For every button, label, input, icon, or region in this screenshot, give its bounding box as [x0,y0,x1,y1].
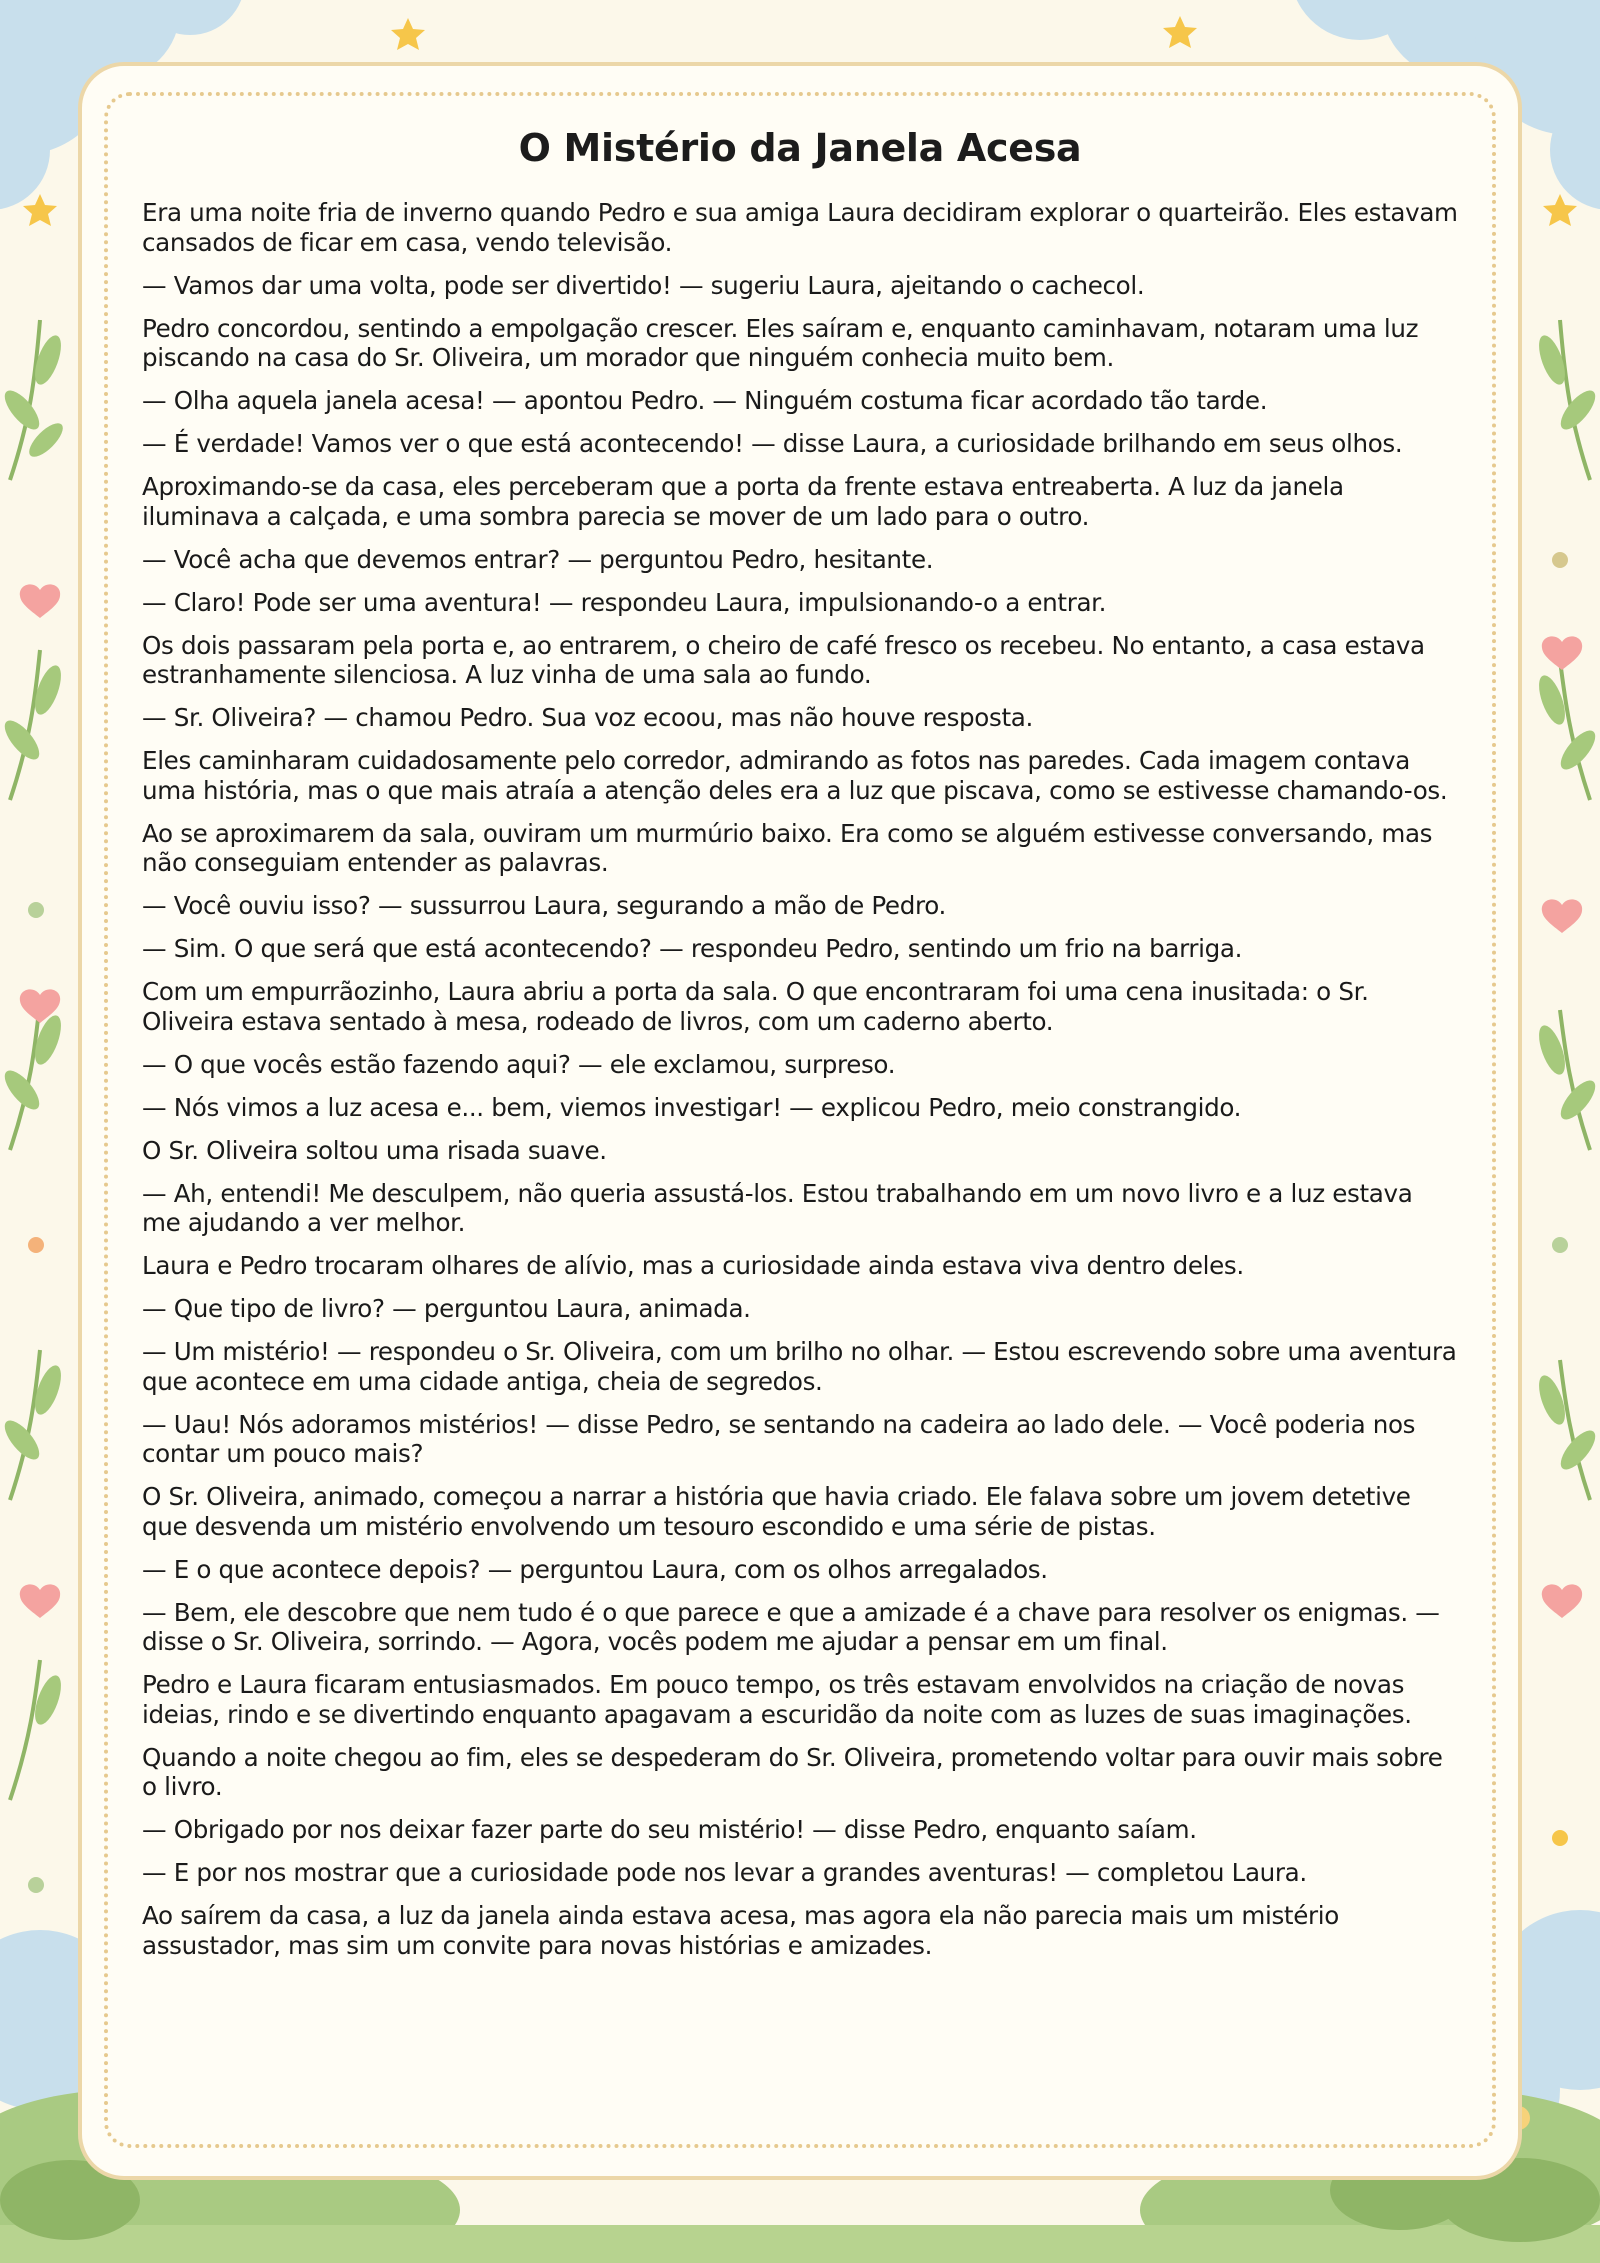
page-title: O Mistério da Janela Acesa [518,126,1082,170]
paragraph: — Um mistério! — respondeu o Sr. Oliveira, com um brilho no olhar. — Estou escrevendo sobre uma aventura que acontece em uma cidade antiga, cheia de segredos. [142,1337,1457,1396]
paragraph: — Vamos dar uma volta, pode ser divertido! — sugeriu Laura, ajeitando o cachecol. [142,270,1145,300]
paragraph: — E o que acontece depois? — perguntou Laura, com os olhos arregalados. [142,1554,1048,1584]
paragraph: Ao saírem da casa, a luz da janela ainda estava acesa, mas agora ela não parecia mais um mistério assustador, mas sim um convite para novas histórias e amizades. [142,1901,1339,1960]
paragraph: — Obrigado por nos deixar fazer parte do seu mistério! — disse Pedro, enquanto saíam. [142,1815,1197,1844]
leaf-branch-icon [0,332,68,1728]
paragraph: Laura e Pedro trocaram olhares de alívio, mas a curiosidade ainda estava viva dentro deles. [142,1251,1244,1280]
paragraph: — E por nos mostrar que a curiosidade pode nos levar a grandes aventuras! — completou Laura. [142,1858,1307,1887]
paragraph: — Que tipo de livro? — perguntou Laura, animada. [142,1294,751,1323]
paragraph: — Ah, entendi! Me desculpem, não queria assustá-los. Estou trabalhando em um novo livro e a luz estava me ajudando a ver melhor. [142,1178,1413,1237]
paragraph: — Nós vimos a luz acesa e... bem, viemos investigar! — explicou Pedro, meio constrangido. [142,1092,1242,1122]
paragraph: Eles caminharam cuidadosamente pelo corredor, admirando as fotos nas paredes. Cada imagem contava uma história, mas o que mais atraía a atenção deles era a luz que piscava, como se estivesse chamando-os. [142,746,1448,805]
paragraph: — Sim. O que será que está acontecendo? — respondeu Pedro, sentindo um frio na barriga. [142,934,1243,963]
paragraph: — Claro! Pode ser uma aventura! — respondeu Laura, impulsionando-o a entrar. [142,587,1107,617]
paragraph: Com um empurrãozinho, Laura abriu a porta da sala. O que encontraram foi uma cena inusitada: o Sr. Oliveira estava sentado à mesa, rodeado de livros, com um caderno aberto. [142,977,1369,1036]
paragraph: Pedro concordou, sentindo a empolgação crescer. Eles saíram e, enquanto caminhavam, notaram uma luz piscando na casa do Sr. Oliveira, um morador que ninguém conhecia muito bem. [142,313,1419,372]
paragraph: O Sr. Oliveira, animado, começou a narrar a história que havia criado. Ele falava sobre um jovem detetive que desvenda um mistério envolvendo um tesouro escondido e uma série de pistas. [142,1482,1411,1541]
story-content [142,126,1458,1974]
paragraph: Os dois passaram pela porta e, ao entrarem, o cheiro de café fresco os recebeu. No entanto, a casa estava estranhamente silenciosa. A luz vinha de uma sala ao fundo. [142,630,1425,689]
paragraph: — O que vocês estão fazendo aqui? — ele exclamou, surpreso. [142,1049,896,1079]
paragraph: — É verdade! Vamos ver o que está acontecendo! — disse Laura, a curiosidade brilhando em seus olhos. [142,429,1403,458]
paragraph: — Bem, ele descobre que nem tudo é o que parece e que a amizade é a chave para resolver os enigmas. — disse o Sr. Oliveira, sorrindo. — Agora, vocês podem me ajudar a pensar em um final. [142,1597,1440,1656]
leaf-branch-icon [10,320,40,1800]
paragraph: Aproximando-se da casa, eles perceberam que a porta da frente estava entreaberta. A luz da janela iluminava a calçada, e uma sombra parecia se mover de um lado para o outro. [142,472,1344,531]
paragraph: — Olha aquela janela acesa! — apontou Pedro. — Ninguém costuma ficar acordado tão tarde. [142,386,1268,415]
paragraph: Ao se aproximarem da sala, ouviram um murmúrio baixo. Era como se alguém estivesse conversando, mas não conseguiam entender as palavras. [142,818,1433,877]
paragraph: — Você acha que devemos entrar? — perguntou Pedro, hesitante. [142,544,934,574]
paragraph: — Você ouviu isso? — sussurrou Laura, segurando a mão de Pedro. [142,891,946,920]
paragraph: Era uma noite fria de inverno quando Pedro e sua amiga Laura decidiram explorar o quarteirão. Eles estavam cansados de ficar em casa, vendo televisão. [142,198,1458,257]
paragraph: Pedro e Laura ficaram entusiasmados. Em pouco tempo, os três estavam envolvidos na criação de novas ideias, rindo e se divertindo enquanto apagavam a escuridão da noite com as luzes de suas imaginações. [142,1670,1412,1729]
paragraph: O Sr. Oliveira soltou uma risada suave. [142,1135,607,1165]
paragraph: — Uau! Nós adoramos mistérios! — disse Pedro, se sentando na cadeira ao lado dele. — Você poderia nos contar um pouco mais? [142,1409,1416,1468]
paragraph: Quando a noite chegou ao fim, eles se despederam do Sr. Oliveira, prometendo voltar para ouvir mais sobre o livro. [142,1742,1443,1801]
paragraph: — Sr. Oliveira? — chamou Pedro. Sua voz ecoou, mas não houve resposta. [142,703,1033,732]
story-text [142,198,1458,1960]
